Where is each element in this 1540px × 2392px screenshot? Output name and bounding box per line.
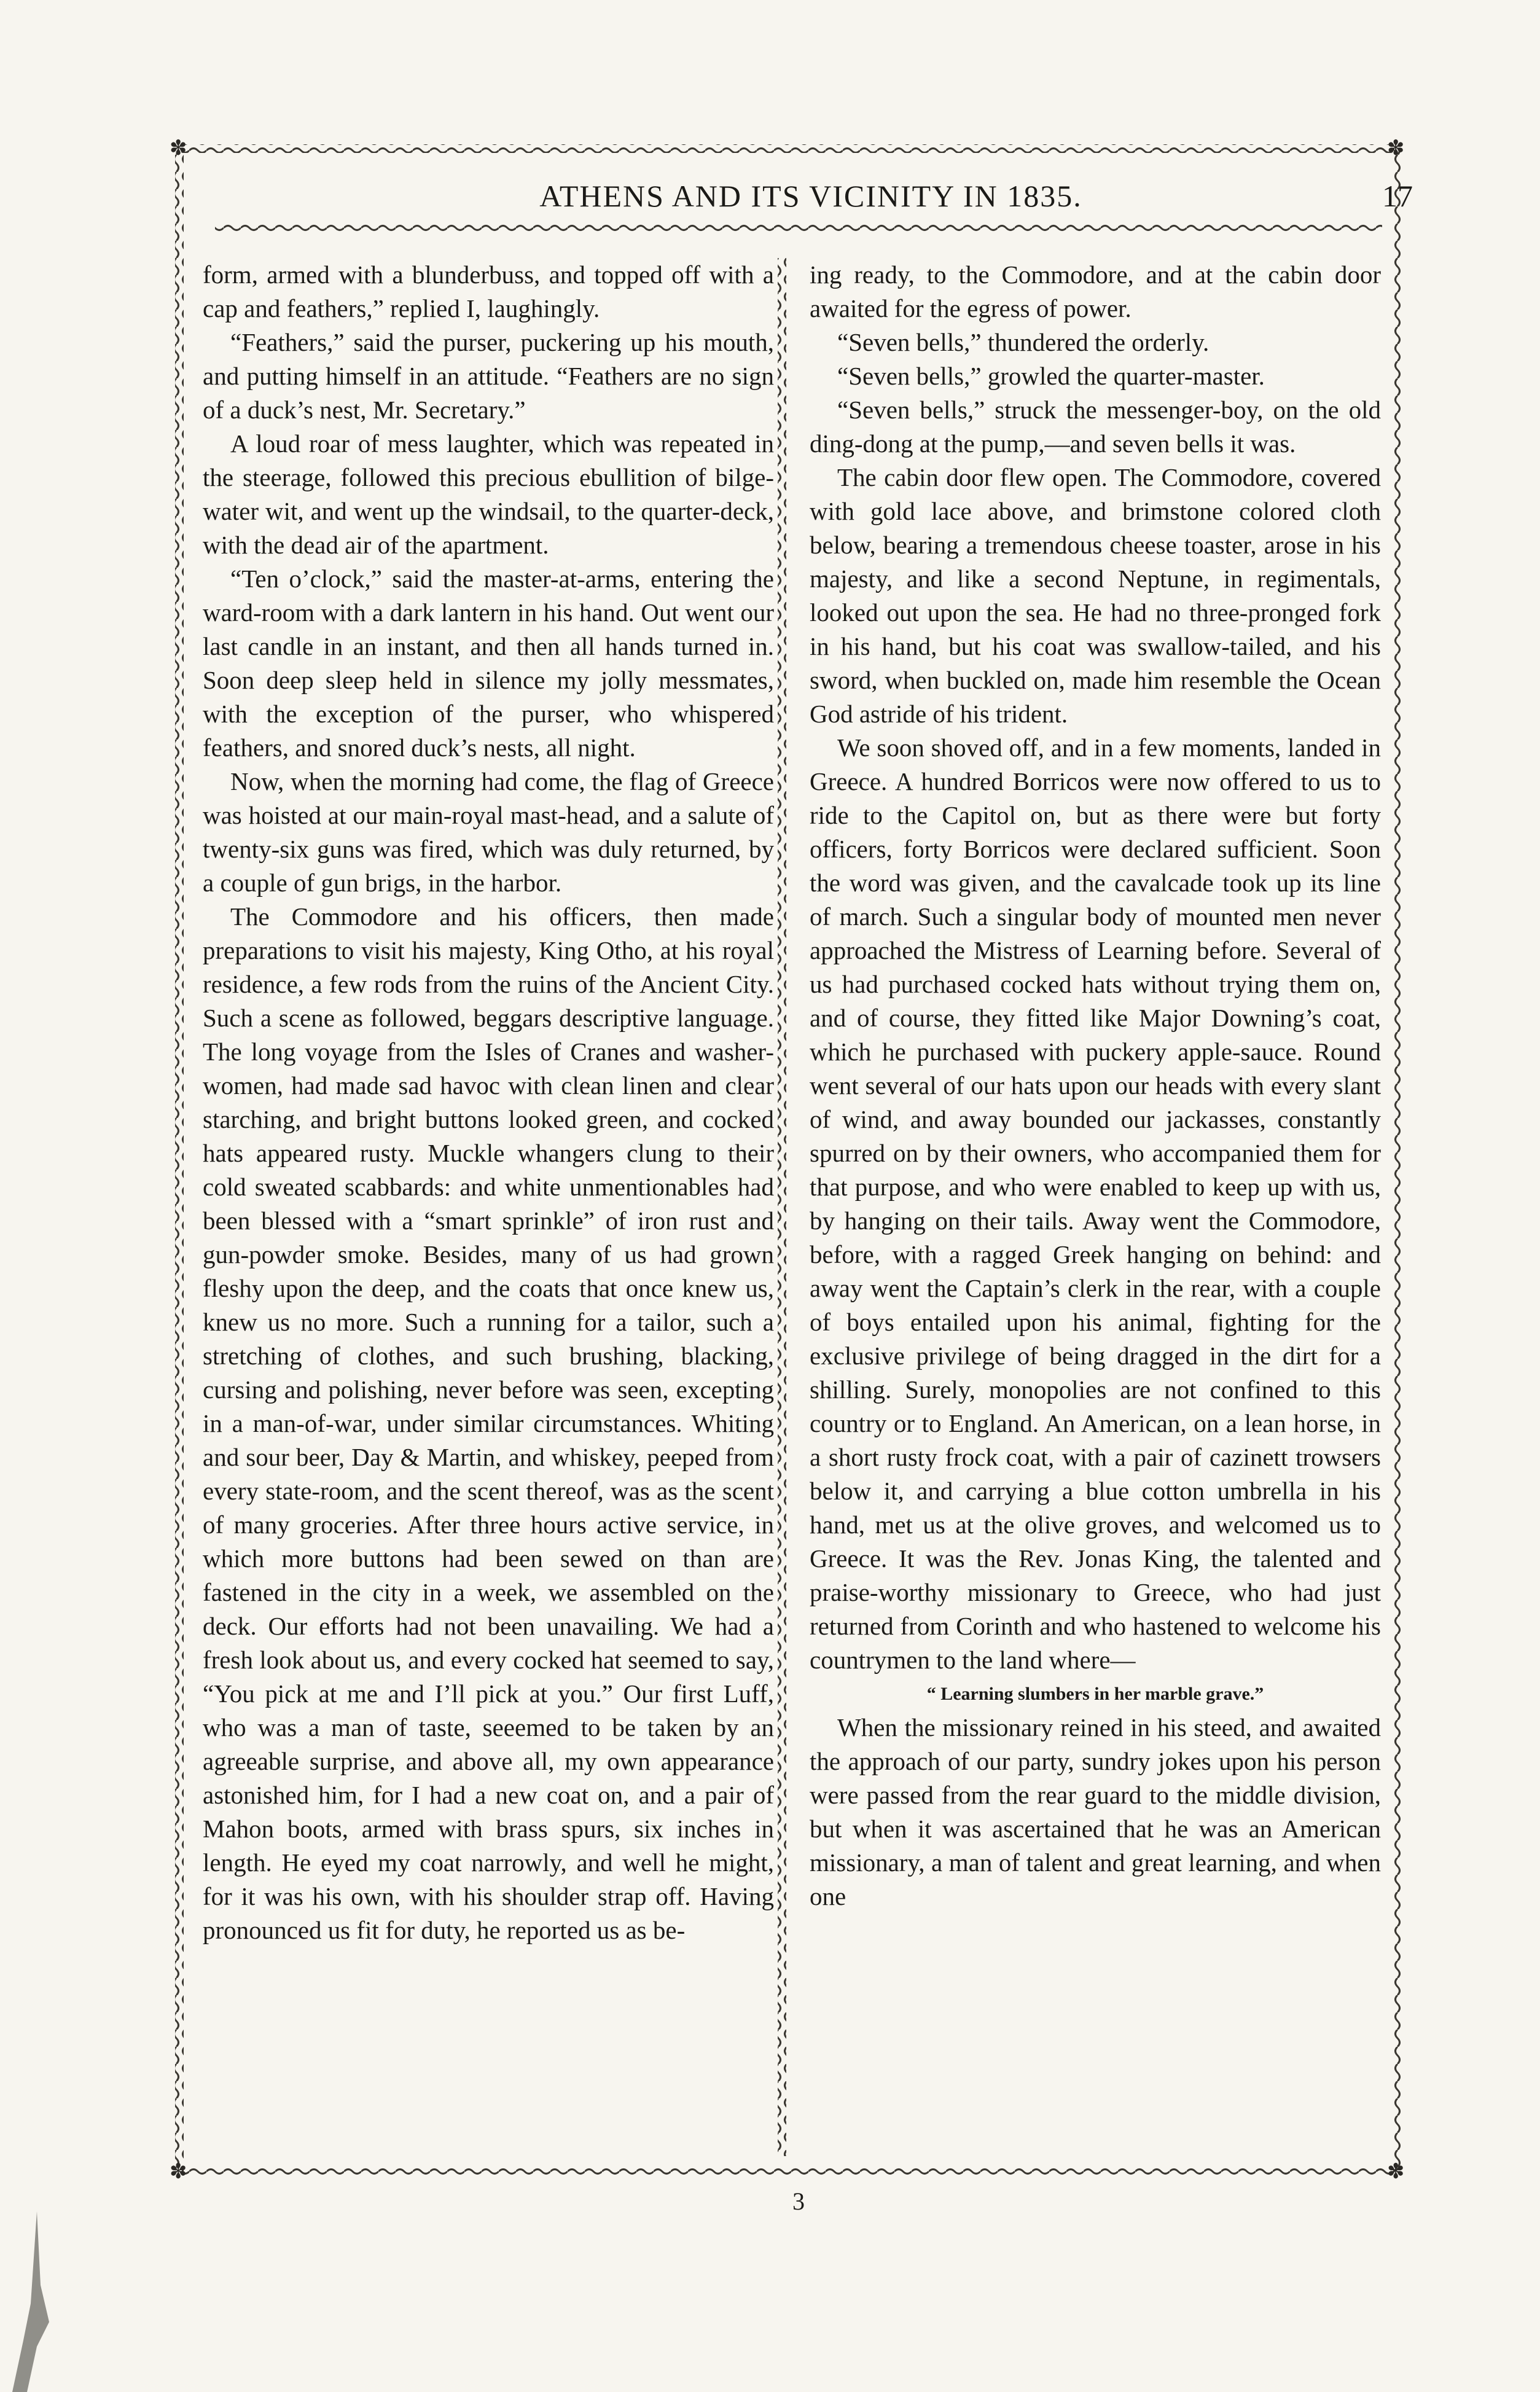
paragraph: The Commodore and his officers, then made preparations to visit his majesty, King Otho, at his royal residence, a few rods from the ruins of the Ancient City. Such a scene as followed, beggars descriptive language. The long voyage from the Isles of Cranes and washer-women, had made sad havoc with clean linen and clear starching, and bright buttons looked green, and cocked hats appeared rusty. Muckle whangers clung to their cold sweated scabbards: and white unmentionables had been blessed with a “smart sprinkle” of iron rust and gun-powder smoke. Besides, many of us had grown fleshy upon the deep, and the coats that once knew us, knew us no more. Such a running for a tailor, such a stretching of clothes, and such brushing, blacking, cursing and polishing, never before was seen, excepting in a man-of-war, under similar circumstances. Whiting and sour beer, Day & Martin, and whiskey, peeped from every state-room, and the scent thereof, was as the scent of many groceries. After three hours active service, in which more buttons had been sewed on than are fastened in the city in a week, we assembled on the deck. Our efforts had not been unavailing. We had a fresh look about us, and every cocked hat seemed to say, “You pick at me and I’ll pick at you.” Our first Luff, who was a man of taste, seeemed to be taken by an agreeable surprise, and above all, my own appearance astonished him, for I had a new coat on, and a pair of Mahon boots, armed with brass spurs, six inches in length. He eyed my coat narrowly, and well he might, for it was his own, with his shoulder strap off. Having pronounced us fit for duty, he reported us as be- <box>203 902 774 1944</box>
paragraph: ing ready, to the Commodore, and at the cabin door awaited for the egress of power. <box>810 260 1381 322</box>
paragraph: “Seven bells,” struck the messenger-boy, on the old ding-dong at the pump,—and seven bells it was. <box>810 396 1381 458</box>
paragraph: We soon shoved off, and in a few moments, landed in Greece. A hundred Borricos were now offered to us to ride to the Capitol on, but as there were but forty officers, forty Borricos were declared sufficient. Soon the word was given, and the cavalcade took up its line of march. Such a singular body of mounted men never approached the Mistress of Learning before. Several of us had purchased cocked hats without trying them on, and of course, they fitted like Major Downing’s coat, which he purchased with puckery apple-sauce. Round went several of our hats upon our heads with every slant of wind, and away bounded our jackasses, constantly spurred on by their owners, who accompanied them for that purpose, and who were enabled to keep up with us, by hanging on their tails. Away went the Commodore, before, with a ragged Greek hanging on behind: and away went the Captain’s clerk in the rear, with a couple of boys entailed upon his animal, fighting for the exclusive privilege of being dragged in the dirt for a shilling. Surely, monopolies are not confined to this country or to England. An American, on a lean horse, in a short rusty frock coat, with a pair of cazinett trowsers below it, and carrying a blue cotton umbrella in his hand, met us at the olive groves, and welcomed us to Greece. It was the Rev. Jonas King, the talented and praise-worthy missionary to Greece, who had just returned from Corinth and who hastened to welcome his countrymen to the land where— <box>810 733 1381 1674</box>
paragraph: “Ten o’clock,” said the master-at-arms, entering the ward-room with a dark lantern in his hand. Out went our last candle in an instant, and then all hands turned in. Soon deep sleep held in silence my jolly messmates, with the exception of the purser, who whispered feathers, and snored duck’s nests, all night. <box>203 565 774 762</box>
paragraph: “Seven bells,” thundered the orderly. <box>837 328 1210 356</box>
page-number: 17 <box>1382 179 1413 213</box>
svg-text:✽: ✽ <box>170 2159 187 2184</box>
svg-text:✽: ✽ <box>1387 136 1405 160</box>
left-column <box>203 258 774 2162</box>
page-header <box>233 178 1413 221</box>
signature-mark: 3 <box>792 2187 805 2215</box>
svg-text:✽: ✽ <box>170 136 187 160</box>
paragraph: When the missionary reined in his steed, and awaited the approach of our party, sundry jokes upon his person were passed from the rear guard to the middle division, but when it was ascertained that he was an American missionary, a man of talent and great learning, and when one <box>810 1713 1381 1910</box>
binding-edge-mark <box>0 2211 74 2392</box>
quoted-verse: “ Learning slumbers in her marble grave.” <box>926 1684 1264 1704</box>
paragraph: “Feathers,” said the purser, puckering up his mouth, and putting himself in an attitude. “Feathers are no sign of a duck’s nest, Mr. Secretary.” <box>203 328 774 424</box>
paragraph: The cabin door flew open. The Commodore, covered with gold lace above, and brimstone colored cloth below, bearing a tremendous cheese toaster, arose in his majesty, and like a second Neptune, in regimentals, looked out upon the sea. He had no three-pronged fork in his hand, but his coat was swallow-tailed, and his sword, when buckled on, made him resemble the Ocean God astride of his trident. <box>810 463 1381 728</box>
right-column <box>810 258 1381 2162</box>
paragraph: form, armed with a blunderbuss, and topped off with a cap and feathers,” replied I, laughingly. <box>203 260 774 322</box>
paragraph: Now, when the morning had come, the flag of Greece was hoisted at our main-royal mast-head, and a salute of twenty-six guns was fired, which was duly returned, by a couple of gun brigs, in the harbor. <box>203 767 774 897</box>
paragraph: “Seven bells,” growled the quarter-master. <box>837 362 1265 390</box>
running-head: ATHENS AND ITS VICINITY IN 1835. <box>539 179 1082 213</box>
svg-text:✽: ✽ <box>1387 2159 1405 2184</box>
paragraph: A loud roar of mess laughter, which was repeated in the steerage, followed this precious ebullition of bilge-water wit, and went up the windsail, to the quarter-deck, with the dead air of the apartment. <box>203 429 774 559</box>
